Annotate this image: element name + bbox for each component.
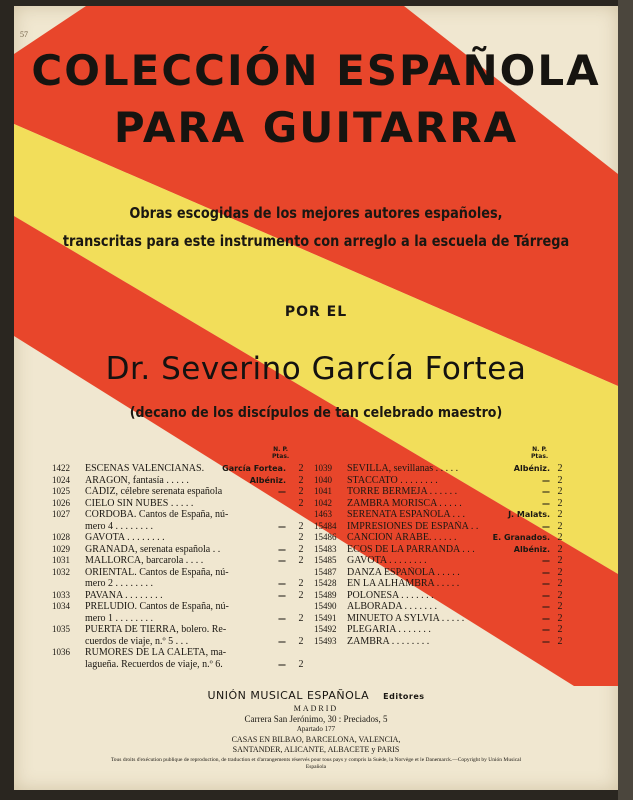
catalog-price: 2	[557, 555, 563, 566]
catalog-title: ORIENTAL. Cantos de España, nú-	[85, 566, 229, 578]
catalog-composer: —	[542, 567, 550, 577]
catalog-title: IMPRESIONES DE ESPAÑA . .	[347, 520, 479, 532]
catalog-entry	[314, 636, 564, 648]
catalog-number: 15483	[314, 543, 337, 554]
catalog-entry	[52, 498, 310, 510]
catalog-price: 2	[298, 543, 304, 555]
catalog-number: 1033	[52, 589, 70, 600]
editores-label: Editores	[383, 692, 425, 701]
catalog-price: 2	[557, 509, 563, 520]
catalog-title: PAVANA . . . . . . . .	[85, 589, 163, 601]
catalog-number: 15493	[314, 635, 337, 646]
catalog-entry	[52, 509, 310, 521]
catalog-number: 1026	[52, 497, 70, 508]
catalog-number: 1040	[314, 474, 332, 485]
binding-edge	[618, 0, 633, 800]
subtitle-line-1: Obras escogidas de los mejores autores españoles,	[129, 204, 503, 222]
catalog-entry	[314, 624, 564, 636]
catalog-title: mero 4 . . . . . . . .	[85, 520, 154, 532]
catalog-title: GAVOTA . . . . . . . .	[347, 555, 427, 566]
address: Carrera San Jerónimo, 30 : Preciados, 5	[244, 714, 388, 724]
catalog-price: 2	[298, 474, 304, 486]
catalog-price: 2	[298, 497, 304, 509]
catalog-number: 1035	[52, 624, 70, 634]
catalog-entry	[314, 590, 564, 602]
catalog-number: 1034	[52, 601, 70, 611]
catalog-title: CÁDIZ, célebre serenata española	[85, 486, 223, 497]
sheet-music-cover	[14, 6, 618, 790]
catalog-price: 2	[557, 463, 563, 474]
catalog-composer: —	[278, 636, 286, 646]
catalog-composer: —	[542, 636, 550, 646]
title-line-1: COLECCIÓN ESPAÑOLA	[31, 46, 601, 95]
catalog-title: RUMORES DE LA CALETA, ma-	[85, 647, 227, 658]
price-header-left	[272, 446, 289, 460]
subtitle-line-2: transcritas para este instrumento con arreglo a la escuela de Tárrega	[62, 232, 570, 250]
catalog-number: 1024	[52, 474, 70, 485]
rights-notice: Tous droits d'exécution publique de reproduction, de traduction et d'arrangements réservés pour tous pays y compris la Suède, la Norvège et le Danemarck.—Copyright by Unión Musical Española	[110, 757, 522, 770]
catalog-price: 2	[557, 474, 563, 486]
catalog-entry	[52, 613, 310, 625]
catalog-number: 15487	[314, 566, 337, 577]
catalog-composer: —	[278, 590, 286, 600]
catalog-entry	[52, 555, 310, 567]
catalog-title: ZAMBRA . . . . . . . .	[347, 635, 430, 647]
catalog-number: 1042	[314, 497, 332, 508]
catalog-right-column	[314, 463, 564, 647]
author-epithet: (decano de los discípulos de tan celebrado maestro)	[129, 405, 503, 421]
catalog-entry	[52, 659, 310, 671]
catalog-entry	[52, 567, 310, 579]
catalog-composer: Albéniz.	[513, 544, 550, 554]
catalog-composer: —	[278, 544, 286, 554]
catalog-entry	[52, 601, 310, 613]
catalog-entry	[314, 578, 564, 590]
catalog-number: 1028	[52, 532, 70, 542]
catalog-number: 15428	[314, 578, 337, 588]
catalog-number: 15485	[314, 555, 337, 565]
catalog-price: 2	[298, 532, 304, 543]
catalog-entry	[314, 613, 564, 625]
catalog-composer: —	[542, 498, 550, 508]
catalog-title: ECOS DE LA PARRANDA . . .	[347, 543, 475, 555]
catalog-composer: —	[542, 556, 550, 565]
catalog-title: mero 2 . . . . . . . .	[85, 578, 154, 589]
catalog-composer: —	[278, 487, 286, 496]
catalog-entry	[314, 521, 564, 533]
catalog-price: 2	[557, 578, 563, 589]
catalog-title: POLONESA . . . . . . .	[347, 589, 434, 601]
catalog-title: ARAGÓN, fantasía . . . . .	[85, 474, 189, 486]
catalog-composer: García Fortea.	[222, 464, 286, 473]
catalog-title: PRELUDIO. Cantos de España, nú-	[85, 601, 229, 612]
catalog-title: CÓRDOBA. Cantos de España, nú-	[85, 509, 229, 520]
catalog-number: 1422	[52, 463, 70, 473]
catalog-entry	[52, 590, 310, 602]
catalog-title: SERENATA ESPAÑOLA . . .	[347, 509, 466, 520]
catalog-composer: —	[542, 475, 550, 485]
catalog-title: DANZA ESPAÑOLA . . . . .	[347, 566, 460, 578]
catalog-composer: —	[542, 602, 550, 611]
catalog-number: 1036	[52, 647, 70, 657]
catalog-number: 15489	[314, 589, 337, 600]
catalog-composer: —	[278, 521, 286, 531]
catalog-price: 2	[557, 589, 563, 601]
catalog-title: PLEGARIA . . . . . . .	[347, 624, 431, 635]
catalog-composer: —	[542, 613, 550, 623]
catalog-title: GAVOTA . . . . . . . .	[85, 532, 165, 543]
catalog-composer: —	[542, 590, 550, 600]
price-header-ptas: Ptas.	[531, 453, 549, 460]
catalog-entry	[52, 521, 310, 533]
catalog-title: CANCIÓN ÁRABE. . . . . .	[347, 532, 457, 543]
catalog-composer: Albéniz.	[513, 464, 550, 473]
catalog-title: mero 1 . . . . . . . .	[85, 612, 154, 624]
catalog-composer: Albéniz.	[249, 475, 286, 485]
catalog-number: 1039	[314, 463, 332, 473]
catalog-entry	[314, 532, 564, 544]
catalog-composer: —	[278, 556, 286, 565]
catalog-price: 2	[557, 520, 563, 532]
catalog-price: 2	[557, 497, 563, 509]
catalog-entry	[314, 509, 564, 521]
catalog-number: 1032	[52, 566, 70, 577]
catalog-number: 1025	[52, 486, 70, 496]
catalog-price: 2	[557, 486, 563, 497]
catalog-price: 2	[557, 635, 563, 647]
catalog-entry	[52, 532, 310, 544]
catalog-price: 2	[298, 520, 304, 532]
catalog-entry	[52, 463, 310, 475]
catalog-entry	[52, 624, 310, 636]
catalog-entry	[314, 475, 564, 487]
catalog-price: 2	[557, 601, 563, 612]
catalog-number: 1031	[52, 555, 70, 565]
catalog-entry	[314, 463, 564, 475]
branches-line-1: CASAS EN BILBAO, BARCELONA, VALENCIA,	[231, 735, 401, 744]
price-header-np: N. P.	[532, 446, 548, 453]
price-header-right	[531, 446, 548, 460]
catalog-composer: J. Malats.	[508, 510, 550, 519]
catalog-entry	[314, 544, 564, 556]
catalog-price: 2	[298, 612, 304, 624]
catalog-entry	[52, 636, 310, 648]
por-el: POR EL	[284, 304, 348, 320]
catalog-composer: —	[278, 579, 286, 588]
catalog-title: MALLORCA, barcarola . . . .	[85, 555, 204, 566]
catalog-price: 2	[557, 612, 563, 624]
catalog-entry	[52, 647, 310, 659]
catalog-composer: —	[278, 613, 286, 623]
catalog-title: ESCENAS VALENCIANAS.	[85, 463, 205, 474]
title-line-2: PARA GUITARRA	[113, 103, 519, 152]
catalog-price: 2	[298, 555, 304, 566]
catalog-entry	[314, 601, 564, 613]
catalog-price: 2	[557, 624, 563, 635]
catalog-number: 1029	[52, 543, 70, 554]
catalog-title: SEVILLA, sevillanas . . . . .	[347, 463, 459, 474]
catalog-title: PUERTA DE TIERRA, bolero. Re-	[85, 624, 227, 635]
catalog-entry	[52, 475, 310, 487]
catalog-title: STACCATO . . . . . . . .	[347, 474, 438, 486]
catalog-number: 15492	[314, 624, 337, 634]
catalog-entry	[314, 567, 564, 579]
catalog-entry	[314, 555, 564, 567]
catalog-title: ZAMBRA MORISCA . . . . .	[347, 497, 462, 509]
catalog-price: 2	[298, 578, 304, 589]
catalog-composer: —	[278, 659, 286, 669]
catalog-title: MINUETO A SYLVIA . . . . .	[347, 612, 465, 624]
catalog-price: 2	[298, 589, 304, 601]
catalog-number: 15484	[314, 520, 337, 531]
catalog-title: ALBORADA . . . . . . .	[347, 601, 438, 612]
catalog-price: 2	[298, 486, 304, 497]
price-header-ptas: Ptas.	[272, 453, 290, 460]
apartado: Apartado 177	[296, 725, 336, 733]
catalog-price: 2	[557, 566, 563, 578]
catalog-title: CIELO SIN NUBES . . . . .	[85, 497, 194, 509]
publisher-line	[14, 689, 618, 702]
corner-mark: 57	[20, 30, 28, 39]
catalog-composer: —	[542, 625, 550, 634]
catalog-number: 15491	[314, 612, 337, 623]
catalog-price: 2	[298, 463, 304, 474]
catalog-title: lagueña. Recuerdos de viaje, n.º 6.	[85, 658, 223, 670]
catalog-title: GRANADA, serenata española . .	[85, 543, 221, 555]
catalog-price: 2	[557, 532, 563, 543]
catalog-entry	[52, 486, 310, 498]
catalog-number: 15486	[314, 532, 337, 542]
catalog-number: 1027	[52, 509, 70, 519]
catalog-title: cuerdos de viaje, n.º 5 . . .	[85, 635, 189, 647]
catalog-entry	[52, 544, 310, 556]
catalog-composer: —	[542, 579, 550, 588]
catalog-price: 2	[298, 658, 304, 670]
catalog-title: TORRE BERMEJA . . . . . .	[347, 486, 458, 497]
publisher-name: UNIÓN MUSICAL ESPAÑOLA	[207, 689, 370, 702]
catalog-number: 1041	[314, 486, 332, 496]
catalog-left-column	[52, 463, 310, 670]
catalog-composer: —	[542, 487, 550, 496]
branches-line-2: SANTANDER, ALICANTE, ALBACETE y PARIS	[232, 745, 400, 754]
author-name: Dr. Severino García Fortea	[105, 351, 527, 387]
catalog-price: 2	[298, 635, 304, 647]
catalog-price: 2	[557, 543, 563, 555]
city: MADRID	[293, 704, 339, 713]
catalog-title: EN LA ALHAMBRA . . . . .	[347, 578, 460, 589]
catalog-composer: —	[542, 521, 550, 531]
catalog-composer: E. Granados.	[492, 533, 550, 542]
catalog-entry	[52, 578, 310, 590]
catalog-entry	[314, 498, 564, 510]
catalog-entry	[314, 486, 564, 498]
price-header-np: N. P.	[273, 446, 289, 453]
catalog-number: 15490	[314, 601, 337, 611]
catalog-number: 1463	[314, 509, 332, 519]
